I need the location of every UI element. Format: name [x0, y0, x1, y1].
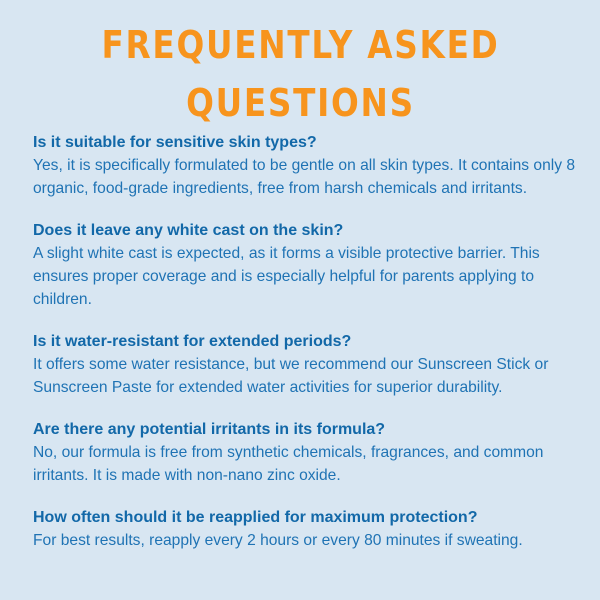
faq-answer: A slight white cast is expected, as it forms a visible protective barrier. This ensures proper coverage and is especially helpful for parents applying to children.	[33, 245, 540, 308]
faq-answer: For best results, reapply every 2 hours or every 80 minutes if sweating.	[33, 532, 523, 549]
faq-item-white-cast	[33, 220, 580, 311]
faq-item-sensitive-skin	[33, 132, 580, 200]
faq-item-water-resistance	[33, 331, 580, 399]
faq-item-reapply	[33, 507, 580, 552]
faq-answer: Yes, it is specifically formulated to be gentle on all skin types. It contains only 8 organic, food-grade ingredients, free from harsh chemicals and irritants.	[33, 157, 576, 197]
faq-question: Does it leave any white cast on the skin?	[33, 222, 344, 239]
faq-answer: No, our formula is free from synthetic chemicals, fragrances, and common irritants. It is made with non-nano zinc oxide.	[33, 444, 544, 484]
faq-question: How often should it be reapplied for maximum protection?	[33, 509, 478, 526]
faq-list	[33, 132, 580, 552]
page-title: FREQUENTLY ASKED QUESTIONS	[101, 23, 500, 125]
faq-item-irritants	[33, 419, 580, 487]
faq-answer: It offers some water resistance, but we recommend our Sunscreen Stick or Sunscreen Paste for extended water activities for superior durability.	[33, 356, 549, 396]
faq-question: Is it suitable for sensitive skin types?	[33, 134, 317, 151]
faq-question: Are there any potential irritants in its formula?	[33, 421, 386, 438]
faq-question: Is it water-resistant for extended periods?	[33, 333, 352, 350]
